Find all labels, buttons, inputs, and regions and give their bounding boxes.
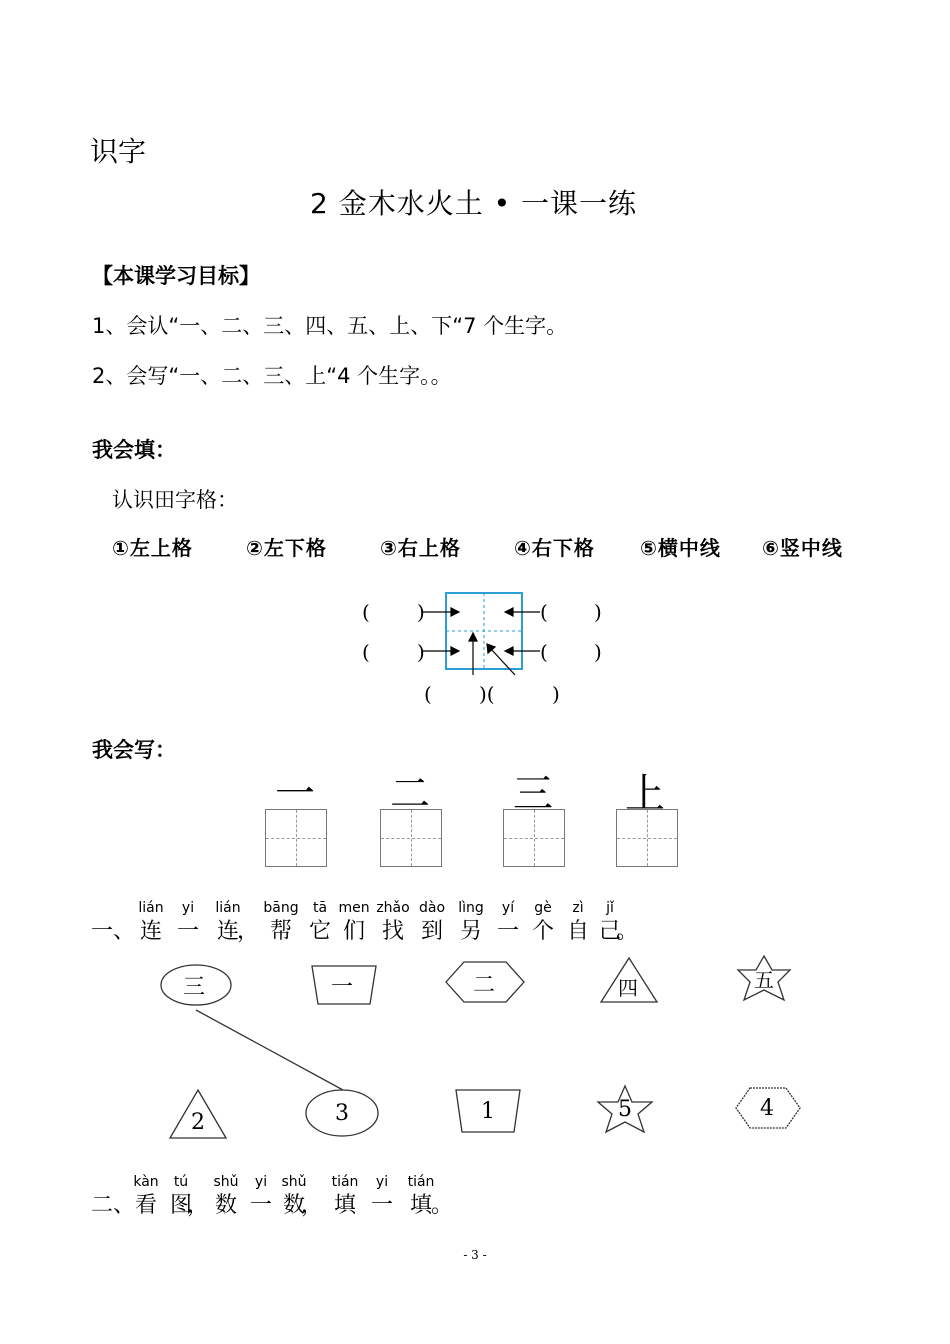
arrow-head-icon	[505, 608, 513, 616]
writing-grid[interactable]	[503, 809, 565, 867]
pinyin: zì	[572, 900, 584, 916]
arrow-head-icon	[469, 633, 477, 641]
hanzi: 。	[430, 1193, 453, 1218]
paren: )	[594, 600, 602, 624]
hanzi: 到	[420, 919, 443, 944]
hanzi: 。	[615, 919, 638, 944]
pinyin: shǔ	[281, 1174, 307, 1190]
page-number: - 3 -	[463, 1248, 487, 1262]
writing-grid[interactable]	[265, 809, 327, 867]
writing-grid[interactable]	[380, 809, 442, 867]
arrow-head-icon	[505, 647, 513, 655]
q1-number: 一、	[90, 919, 135, 944]
fill-intro: 认识田字格：	[112, 488, 238, 512]
arrow-head-icon	[451, 608, 459, 616]
grid-label: ①左上格	[112, 536, 193, 560]
paren: )	[417, 640, 425, 664]
pinyin: jǐ	[606, 900, 614, 916]
pinyin: kàn	[133, 1174, 159, 1190]
shape-label[interactable]: 四	[618, 976, 638, 1000]
grid-label: ⑥竖中线	[762, 536, 843, 560]
pinyin: tián	[407, 1174, 435, 1190]
goal-item: 2、会写“一、二、三、上“4 个生字。。	[92, 364, 452, 388]
paren: (	[424, 682, 432, 706]
paren: (	[362, 640, 370, 664]
pinyin: tú	[173, 1174, 189, 1190]
pinyin: yí	[501, 900, 515, 916]
shape-label[interactable]: 5	[618, 1097, 632, 1122]
lesson-title: 2 金木水火土 • 一课一练	[310, 187, 638, 220]
pinyin: bāng	[263, 900, 299, 916]
paren: )	[417, 600, 425, 624]
pinyin: lián	[215, 900, 241, 916]
hanzi: 帮	[269, 919, 292, 944]
shape-label[interactable]: 一	[331, 975, 354, 1000]
hanzi: 图	[169, 1193, 192, 1218]
hanzi: 看	[134, 1193, 157, 1218]
pinyin: yi	[181, 900, 195, 916]
hanzi: 一	[249, 1193, 272, 1218]
paren: )	[552, 682, 560, 706]
goal-item: 1、会认“一、二、三、四、五、上、下“7 个生字。	[92, 314, 568, 338]
hanzi: 一	[370, 1193, 393, 1218]
grid-label: ③右上格	[380, 536, 461, 560]
hanzi: 己	[598, 919, 621, 944]
paren: (	[540, 600, 548, 624]
shape-label[interactable]: 三	[183, 975, 206, 1000]
pinyin: lìng	[458, 900, 484, 916]
shape-label[interactable]: 五	[754, 968, 774, 992]
hanzi: 一	[176, 919, 199, 944]
paren: )(	[479, 682, 495, 706]
shape-label[interactable]: 二	[473, 973, 496, 998]
pinyin: tā	[312, 900, 328, 916]
pinyin: yi	[254, 1174, 268, 1190]
grid-label: ②左下格	[246, 536, 327, 560]
writing-grid[interactable]	[616, 809, 678, 867]
hanzi: 另	[459, 919, 482, 944]
shape-label[interactable]: 3	[335, 1101, 349, 1126]
hanzi: 们	[342, 919, 365, 944]
paren: (	[362, 600, 370, 624]
pinyin: men	[338, 900, 370, 916]
hanzi: ，	[186, 1193, 209, 1218]
q2-number: 二、	[90, 1193, 135, 1218]
hanzi: ，	[236, 919, 259, 944]
arrow-head-icon	[451, 647, 459, 655]
grid-label: ⑤横中线	[640, 536, 721, 560]
hanzi: 数	[214, 1193, 237, 1218]
pinyin: dào	[418, 900, 446, 916]
write-char: 二	[390, 771, 430, 817]
connection-line	[196, 1010, 343, 1090]
fill-heading: 我会填：	[92, 438, 176, 462]
hanzi: 连	[139, 919, 162, 944]
pinyin: tián	[331, 1174, 359, 1190]
write-char: 上	[625, 771, 665, 817]
pinyin: gè	[534, 900, 552, 916]
hanzi: 个	[531, 919, 554, 944]
pinyin: yi	[375, 1174, 389, 1190]
hanzi: 连	[216, 919, 239, 944]
hanzi: 它	[308, 919, 331, 944]
shape-label[interactable]: 4	[760, 1096, 774, 1121]
grid-label: ④右下格	[514, 536, 595, 560]
hanzi: ，	[300, 1193, 323, 1218]
section-label: 识字	[90, 135, 147, 168]
write-char: 一	[275, 771, 315, 817]
pinyin: lián	[138, 900, 164, 916]
goals-heading: 【本课学习目标】	[92, 264, 260, 288]
shape-label[interactable]: 1	[481, 1099, 495, 1124]
paren: (	[540, 640, 548, 664]
shape-label[interactable]: 2	[191, 1110, 205, 1135]
hanzi: 填	[333, 1193, 356, 1218]
hanzi: 自	[566, 919, 589, 944]
hanzi: 填	[409, 1193, 432, 1218]
hanzi: 找	[381, 919, 404, 944]
write-heading: 我会写：	[92, 738, 176, 762]
write-char: 三	[513, 771, 553, 817]
pinyin: shǔ	[213, 1174, 239, 1190]
hanzi: 数	[282, 1193, 305, 1218]
hanzi: 一	[496, 919, 519, 944]
pinyin: zhǎo	[376, 900, 410, 916]
paren: )	[594, 640, 602, 664]
